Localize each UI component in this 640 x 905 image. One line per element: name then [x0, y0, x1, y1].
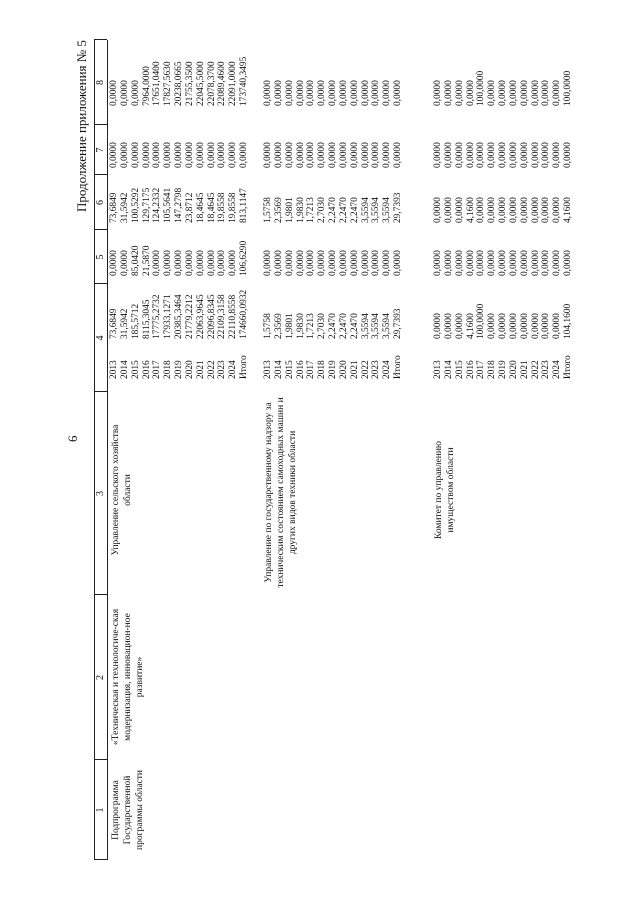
column-8-values	[263, 80, 404, 106]
value-cell: 0,0000	[563, 142, 574, 168]
column-7-values	[263, 142, 404, 168]
column-7-values	[433, 142, 574, 168]
value-cell: 0,0000	[393, 142, 404, 168]
value-cell: 0,0000	[306, 142, 317, 168]
year-cell: 2014	[273, 360, 284, 379]
year-cell: 2017	[306, 360, 317, 379]
value-cell: 21,5870	[141, 245, 152, 276]
value-cell: 4,1600	[563, 197, 574, 223]
value-cell: 0,0000	[263, 250, 273, 276]
column-5-values	[263, 250, 404, 276]
value-cell: 22089,4600	[217, 61, 228, 106]
value-cell: 22096,8345	[206, 294, 217, 339]
value-cell: 17827,5630	[163, 61, 174, 106]
value-cell: 1,5758	[263, 313, 273, 339]
year-cell: 2021	[519, 360, 530, 379]
value-cell: 0,0000	[454, 197, 465, 223]
year-cell: 2023	[371, 360, 382, 379]
value-cell: 0,0000	[433, 80, 443, 106]
value-cell: 2,3569	[273, 313, 284, 339]
value-cell: 0,0000	[239, 142, 250, 168]
value-cell: 0,0000	[465, 80, 476, 106]
value-cell: 0,0000	[498, 197, 509, 223]
value-cell: 1,9830	[295, 197, 306, 223]
column-4-values	[433, 304, 574, 339]
value-cell: 22063,9645	[195, 294, 206, 339]
value-cell: 0,0000	[530, 250, 541, 276]
value-cell: 0,0000	[487, 197, 498, 223]
value-cell: 0,0000	[360, 250, 371, 276]
header-bottom-border	[107, 40, 108, 860]
value-cell: 0,0000	[454, 80, 465, 106]
value-cell: 1,7213	[306, 313, 317, 339]
value-cell: 0,0000	[273, 250, 284, 276]
column-6-values	[109, 188, 250, 223]
value-cell: 0,0000	[498, 80, 509, 106]
program-name: Подпрограмма Государственной программы области	[111, 770, 146, 850]
years-list	[109, 355, 250, 379]
value-cell: 0,0000	[195, 142, 206, 168]
value-cell: 0,0000	[541, 80, 552, 106]
year-cell: 2019	[174, 360, 185, 379]
year-cell: 2021	[349, 360, 360, 379]
value-cell: 174660,0932	[239, 289, 250, 339]
value-cell: 0,0000	[371, 250, 382, 276]
value-cell: 0,0000	[284, 142, 295, 168]
column-6-values	[433, 197, 574, 223]
year-cell: 2015	[284, 360, 295, 379]
value-cell: 0,0000	[476, 142, 487, 168]
value-cell: 0,0000	[273, 142, 284, 168]
value-cell: 18,4645	[206, 192, 217, 223]
value-cell: 22109,3158	[217, 294, 228, 339]
value-cell: 129,7175	[141, 187, 152, 223]
value-cell: 7964,0000	[141, 66, 152, 106]
value-cell: 31,5942	[119, 308, 130, 339]
value-cell: 173740,3495	[239, 56, 250, 106]
value-cell: 22110,8558	[228, 294, 239, 339]
year-cell: 2021	[195, 360, 206, 379]
value-cell: 0,0000	[519, 80, 530, 106]
value-cell: 0,0000	[217, 250, 228, 276]
value-cell: 0,0000	[552, 80, 563, 106]
value-cell: 2,2470	[349, 197, 360, 223]
value-cell: 0,0000	[433, 142, 443, 168]
value-cell: 104,1600	[563, 303, 574, 339]
value-cell: 2,2470	[328, 313, 339, 339]
value-cell: 1,9801	[284, 197, 295, 223]
value-cell: 0,0000	[328, 250, 339, 276]
value-cell: 20385,3464	[174, 294, 185, 339]
value-cell: 0,0000	[328, 80, 339, 106]
value-cell: 0,0000	[152, 142, 163, 168]
value-cell: 0,0000	[487, 80, 498, 106]
value-cell: 0,0000	[109, 250, 119, 276]
value-cell: 3,5594	[382, 197, 393, 223]
value-cell: 17651,0400	[152, 61, 163, 106]
column-5-values	[433, 250, 574, 276]
value-cell: 0,0000	[487, 313, 498, 339]
value-cell: 0,0000	[184, 250, 195, 276]
rotated-page	[65, 40, 630, 860]
value-cell: 0,0000	[487, 142, 498, 168]
value-cell: 0,0000	[130, 142, 141, 168]
column-8-values	[433, 71, 574, 106]
value-cell: 147,2798	[174, 187, 185, 223]
value-cell: 0,0000	[454, 313, 465, 339]
year-cell: 2018	[487, 360, 498, 379]
value-cell: 0,0000	[119, 250, 130, 276]
column-5-values	[109, 241, 250, 276]
value-cell: 3,5594	[371, 197, 382, 223]
value-cell: 29,7393	[393, 192, 404, 223]
value-cell: 0,0000	[295, 250, 306, 276]
value-cell: 0,0000	[541, 250, 552, 276]
subprogram-name: «Техническая и технологиче-ская модернизация, инновацион-ное развитие»	[111, 608, 146, 746]
column-header-3: 3	[95, 491, 106, 496]
year-cell: 2019	[328, 360, 339, 379]
value-cell: 106,6290	[239, 240, 250, 276]
value-cell: 2,2470	[338, 197, 349, 223]
value-cell: 0,0000	[119, 142, 130, 168]
value-cell: 0,0000	[317, 250, 328, 276]
value-cell: 0,0000	[530, 197, 541, 223]
value-cell: 0,0000	[263, 80, 273, 106]
value-cell: 100,5292	[130, 187, 141, 223]
year-cell: 2016	[465, 360, 476, 379]
year-cell: 2020	[338, 360, 349, 379]
year-cell: 2014	[119, 360, 130, 379]
value-cell: 0,0000	[508, 80, 519, 106]
value-cell: 0,0000	[443, 80, 454, 106]
value-cell: 0,0000	[552, 313, 563, 339]
value-cell: 0,0000	[541, 142, 552, 168]
year-cell: 2023	[541, 360, 552, 379]
value-cell: 0,0000	[382, 142, 393, 168]
value-cell: 20238,0665	[174, 61, 185, 106]
year-cell: 2013	[109, 360, 119, 379]
year-cell: 2017	[152, 360, 163, 379]
value-cell: 3,5594	[360, 197, 371, 223]
value-cell: 185,5712	[130, 303, 141, 339]
column-header-7: 7	[95, 147, 106, 153]
column-4-values	[109, 290, 250, 339]
value-cell: 2,2470	[328, 197, 339, 223]
value-cell: 3,5594	[360, 313, 371, 339]
year-cell: 2020	[508, 360, 519, 379]
value-cell: 0,0000	[184, 142, 195, 168]
value-cell: 0,0000	[371, 80, 382, 106]
value-cell: 0,0000	[338, 80, 349, 106]
value-cell: 0,0000	[541, 197, 552, 223]
value-cell: 0,0000	[174, 142, 185, 168]
year-cell: 2013	[263, 360, 273, 379]
value-cell: 23,8712	[184, 192, 195, 223]
value-cell: 0,0000	[465, 142, 476, 168]
value-cell: 22078,3700	[206, 61, 217, 106]
year-cell: 2020	[184, 360, 195, 379]
year-cell: 2022	[530, 360, 541, 379]
value-cell: 0,0000	[163, 250, 174, 276]
value-cell: 0,0000	[349, 80, 360, 106]
value-cell: 22045,5000	[195, 61, 206, 106]
year-cell: Итого	[239, 355, 250, 379]
value-cell: 19,8558	[228, 192, 239, 223]
value-cell: 3,5594	[382, 313, 393, 339]
value-cell: 0,0000	[530, 142, 541, 168]
value-cell: 0,0000	[382, 250, 393, 276]
value-cell: 0,0000	[393, 80, 404, 106]
year-cell: 2019	[498, 360, 509, 379]
value-cell: 0,0000	[130, 80, 141, 106]
value-cell: 0,0000	[306, 80, 317, 106]
value-cell: 0,0000	[338, 142, 349, 168]
year-cell: 2016	[141, 360, 152, 379]
value-cell: 0,0000	[552, 197, 563, 223]
value-cell: 0,0000	[284, 250, 295, 276]
page-number: 6	[65, 435, 80, 442]
column-header-2: 2	[95, 675, 106, 680]
value-cell: 19,8558	[217, 192, 228, 223]
value-cell: 22091,0000	[228, 61, 239, 106]
value-cell: 0,0000	[519, 313, 530, 339]
value-cell: 0,0000	[563, 250, 574, 276]
value-cell: 73,6849	[109, 192, 119, 223]
value-cell: 0,0000	[317, 142, 328, 168]
year-cell: 2018	[163, 360, 174, 379]
value-cell: 0,0000	[498, 142, 509, 168]
value-cell: 1,9830	[295, 313, 306, 339]
value-cell: 0,0000	[263, 142, 273, 168]
year-cell: Итого	[563, 355, 574, 379]
value-cell: 2,7030	[317, 313, 328, 339]
value-cell: 0,0000	[498, 313, 509, 339]
value-cell: 0,0000	[519, 197, 530, 223]
value-cell: 0,0000	[541, 313, 552, 339]
value-cell: 0,0000	[338, 250, 349, 276]
value-cell: 105,5641	[163, 187, 174, 223]
years-list	[263, 355, 404, 379]
year-cell: 2022	[360, 360, 371, 379]
value-cell: 0,0000	[508, 142, 519, 168]
value-cell: 0,0000	[206, 250, 217, 276]
value-cell: 0,0000	[284, 80, 295, 106]
value-cell: 0,0000	[328, 142, 339, 168]
value-cell: 0,0000	[454, 250, 465, 276]
year-cell: 2017	[476, 360, 487, 379]
value-cell: 0,0000	[393, 250, 404, 276]
value-cell: 0,0000	[228, 142, 239, 168]
value-cell: 8115,3045	[141, 299, 152, 339]
value-cell: 2,3569	[273, 197, 284, 223]
value-cell: 0,0000	[519, 142, 530, 168]
value-cell: 0,0000	[443, 250, 454, 276]
value-cell: 0,0000	[371, 142, 382, 168]
year-cell: 2024	[228, 360, 239, 379]
value-cell: 100,0000	[563, 70, 574, 106]
value-cell: 0,0000	[217, 142, 228, 168]
value-cell: 0,0000	[109, 142, 119, 168]
value-cell: 0,0000	[508, 313, 519, 339]
column-header-5: 5	[95, 254, 106, 260]
value-cell: 0,0000	[508, 250, 519, 276]
years-list	[433, 355, 574, 379]
value-cell: 2,2470	[349, 313, 360, 339]
value-cell: 1,5758	[263, 197, 273, 223]
value-cell: 813,1147	[239, 188, 250, 223]
value-cell: 0,0000	[228, 250, 239, 276]
value-cell: 0,0000	[433, 197, 443, 223]
agency-name: Управление сельского хозяйства области	[111, 424, 134, 556]
column-4-values	[263, 309, 404, 339]
value-cell: 29,7393	[393, 308, 404, 339]
year-cell: 2015	[130, 360, 141, 379]
value-cell: 0,0000	[465, 250, 476, 276]
value-cell: 0,0000	[552, 142, 563, 168]
year-cell: Итого	[393, 355, 404, 379]
value-cell: 18,4645	[195, 192, 206, 223]
agency-name: Комитет по управлению имуществом области	[434, 441, 457, 540]
value-cell: 0,0000	[109, 80, 119, 106]
column-header-8: 8	[95, 80, 106, 85]
value-cell: 0,0000	[519, 250, 530, 276]
value-cell: 100,0000	[476, 303, 487, 339]
column-header-6: 6	[95, 200, 106, 205]
appendix-title: Продолжение приложения № 5	[74, 40, 89, 212]
agency-name: Управление по государственному надзору за техническим состоянием самоходных машин и других видов техники области	[264, 397, 299, 588]
year-cell: 2014	[443, 360, 454, 379]
column-7-values	[109, 142, 250, 168]
column-6-values	[263, 193, 404, 223]
value-cell: 17775,2732	[152, 294, 163, 339]
year-cell: 2023	[217, 360, 228, 379]
value-cell: 0,0000	[454, 142, 465, 168]
value-cell: 0,0000	[206, 142, 217, 168]
value-cell: 0,0000	[530, 313, 541, 339]
value-cell: 73,6849	[109, 308, 119, 339]
value-cell: 1,9801	[284, 313, 295, 339]
value-cell: 2,7030	[317, 197, 328, 223]
value-cell: 0,0000	[273, 80, 284, 106]
value-cell: 100,0000	[476, 70, 487, 106]
value-cell: 0,0000	[476, 250, 487, 276]
value-cell: 17933,1271	[163, 294, 174, 339]
value-cell: 4,1600	[465, 313, 476, 339]
year-cell: 2018	[317, 360, 328, 379]
value-cell: 2,2470	[338, 313, 349, 339]
value-cell: 0,0000	[443, 142, 454, 168]
value-cell: 0,0000	[382, 80, 393, 106]
value-cell: 85,0420	[130, 245, 141, 276]
value-cell: 31,5942	[119, 192, 130, 223]
value-cell: 0,0000	[530, 80, 541, 106]
value-cell: 0,0000	[163, 142, 174, 168]
value-cell: 21779,2212	[184, 294, 195, 339]
value-cell: 0,0000	[360, 80, 371, 106]
column-header-1: 1	[95, 807, 106, 813]
value-cell: 0,0000	[174, 250, 185, 276]
value-cell: 21755,3500	[184, 61, 195, 106]
value-cell: 4,1600	[465, 197, 476, 223]
value-cell: 0,0000	[433, 250, 443, 276]
value-cell: 3,5594	[371, 313, 382, 339]
value-cell: 0,0000	[476, 197, 487, 223]
value-cell: 0,0000	[487, 250, 498, 276]
value-cell: 0,0000	[295, 80, 306, 106]
value-cell: 0,0000	[349, 250, 360, 276]
value-cell: 124,2332	[152, 187, 163, 223]
value-cell: 1,7213	[306, 197, 317, 223]
column-header-4: 4	[95, 335, 106, 341]
column-8-values	[109, 57, 250, 106]
value-cell: 0,0000	[433, 313, 443, 339]
value-cell: 0,0000	[195, 250, 206, 276]
value-cell: 0,0000	[508, 197, 519, 223]
year-cell: 2015	[454, 360, 465, 379]
value-cell: 0,0000	[119, 80, 130, 106]
year-cell: 2024	[552, 360, 563, 379]
value-cell: 0,0000	[295, 142, 306, 168]
year-cell: 2013	[433, 360, 443, 379]
value-cell: 0,0000	[498, 250, 509, 276]
value-cell: 0,0000	[443, 197, 454, 223]
value-cell: 0,0000	[306, 250, 317, 276]
value-cell: 0,0000	[552, 250, 563, 276]
year-cell: 2022	[206, 360, 217, 379]
value-cell: 0,0000	[360, 142, 371, 168]
year-cell: 2016	[295, 360, 306, 379]
value-cell: 0,0000	[152, 250, 163, 276]
value-cell: 0,0000	[317, 80, 328, 106]
value-cell: 0,0000	[443, 313, 454, 339]
year-cell: 2024	[382, 360, 393, 379]
value-cell: 0,0000	[349, 142, 360, 168]
value-cell: 0,0000	[141, 142, 152, 168]
